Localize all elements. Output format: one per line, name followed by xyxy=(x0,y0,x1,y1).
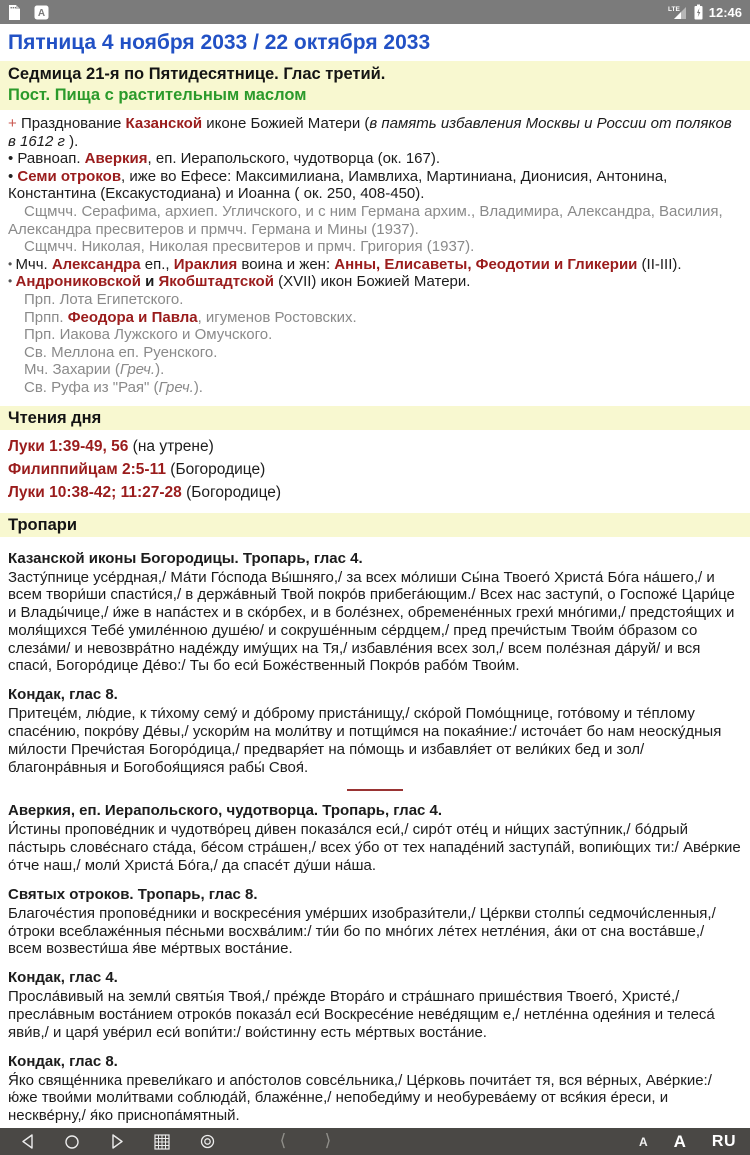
troparion-heading: Аверкия, еп. Иерапольского, чудотворца. Тропарь, глас 4. xyxy=(8,802,443,820)
document-notification-icon xyxy=(8,5,20,20)
commemoration-item: • Андрониковской и Якобштадтской (XVII) икон Божией Матери. xyxy=(8,273,471,291)
calendar-grid-button[interactable] xyxy=(149,1131,175,1153)
commemoration-item: • Равноап. Аверкия, еп. Иерапольского, чудотворца (ок. 167). xyxy=(8,150,441,168)
commemoration-item: Св. Руфа из "Рая" (Греч.). xyxy=(24,378,203,396)
troparion-text: Я́ко свяще́нника превели́каго и апо́столов совсе́льника,/ Це́рковь почита́ет тя, вся ве́рных, Аве́ркие:/ ю́же твои́ми моли́твами соблюда́й, блаже́нне,/ непобеди́му и необурева́ему от вся́кия е́реси, и нескве́рну,/ я́ко приснопа́мятный. xyxy=(8,1071,712,1125)
troparion-text: Просла́вивый на земли́ святы́я Твоя́,/ пре́жде Втора́го и стра́шнаго прише́ствия Твоего́, Христе́,/ пресла́вным воста́нием отроко́в показа́л еси́ Воскресе́ние неве́дящим е,/ нетле́нна одея́ния и телеса́ яви́в,/ и царя́ уве́рил еси́ вопи́ти:/ вои́стинну есть ме́ртвых воста́ние. xyxy=(8,988,715,1041)
commemoration-item: Св. Меллона еп. Руенского. xyxy=(24,343,218,361)
troparia-section-header: Тропари xyxy=(0,513,750,537)
troparion-text: И́стины пропове́дник и чудотво́рец ди́вен показа́лся еси́,/ сиро́т оте́ц и ни́щих засту́пник,/ бо́дрый па́стырь слове́снаго ста́да, бе́сом стра́шен,/ всех у́бо от тех нападе́ний заступа́й, вопию́щих ти:/ Аве́ркие о́тче наш,/ моли́ Христа́ Бо́га,/ да спасе́т ду́ши на́ша. xyxy=(8,821,741,875)
troparion-heading: Святых отроков. Тропарь, глас 8. xyxy=(8,885,258,903)
commemoration-item: • Мчч. Александра еп., Ираклия воина и жен: Анны, Елисаветы, Феодотии и Гликерии (II-III). xyxy=(8,255,682,273)
troparion-text: Притеце́м, лю́дие, к ти́хому сему́ и до́брому приста́нищу,/ ско́рой Помо́щнице, гото́вому и те́плому спасе́нию, покро́ву Де́вы,/ ускори́м на моли́тву и потщи́мся на покая́ние:/ источа́ет бо нам неоску́дныя ми́лости Пречи́стая Богоро́дица,/ предваря́ет на по́мощь и избавля́ет от вели́ких бед и зол/ благонра́вныя и Богобоя́щияся рабы́ Своя́. xyxy=(8,705,722,776)
troparion-heading: Кондак, глас 8. xyxy=(8,686,118,704)
home-button[interactable] xyxy=(59,1131,85,1153)
font-size-decrease-button[interactable]: A xyxy=(638,1134,648,1149)
bullet-marker: • xyxy=(8,167,18,185)
network-type-label: LTE xyxy=(667,6,680,13)
week-info-band xyxy=(0,61,750,110)
troparia-list xyxy=(0,537,750,1126)
bullet-marker: • xyxy=(8,256,16,271)
font-size-increase-button[interactable]: A xyxy=(673,1131,686,1151)
reading-note: (Богородице) xyxy=(165,460,266,478)
bullet-marker: • xyxy=(8,150,18,168)
commemoration-item: Прп. Иакова Лужского и Омучского. xyxy=(24,326,273,344)
troparion-text: Благоче́стия пропове́дники и воскресе́ния уме́рших изобрази́тели,/ Це́ркви столпы́ седмочи́сленныя,/ о́троки всеблаже́нныя пе́сньми восхва́лим:/ ти́и бо по мно́гих ле́тех нетле́ния, а́ки от сна воста́вше,/ всем возвести́ша я́ве ме́ртвых воста́ние. xyxy=(8,904,716,958)
readings-list xyxy=(0,430,750,506)
language-toggle-button[interactable]: RU xyxy=(711,1132,736,1150)
troparion-heading: Кондак, глас 8. xyxy=(8,1052,118,1070)
fast-label: Пост. Пища с растительным маслом xyxy=(8,86,307,104)
troparion-text: Засту́пнице усе́рдная,/ Ма́ти Го́спода Вы́шняго,/ за всех мо́лиши Сы́на Твоего́ Христа́ Бо́га на́шего,/ и всем твори́ши спасти́ся,/ в держа́вный Твой покро́в прибега́ющим./ Всех нас заступи́, о Госпоже́ Цари́це и Влады́чице,/ и́же в напа́стех и в ско́рбех, и в боле́знех, обремене́нных грехи́ мно́гими,/ предстоя́щих и моля́щихся Тебе́ умиле́нною душе́ю/ и сокруше́нным се́рдцем,/ пред пречи́стым Твои́м о́бразом со слеза́ми/ и невозвра́тно наде́жду иму́щих на Тя,/ избавле́ния всех зол,/ всем поле́зная да́руй/ и вся спаси́, Богоро́дице Де́во:/ Ты бо еси́ Боже́ственный Покро́в рабо́м Твои́м. xyxy=(8,568,735,675)
commemoration-item: • Семи отроков, иже во Ефесе: Максимилиана, Иамвлиха, Мартиниана, Дионисия, Антонина, Константина (Ексакустодиана) и Иоанна ( ок. 250, 408-450). xyxy=(8,167,668,203)
status-bar xyxy=(0,0,750,24)
commemoration-item: Сщмчч. Серафима, архиеп. Угличского, и с ним Германа архим., Владимира, Александра, Василия, Александра пресвитеров и прмчч. Германа и Мины (1937). xyxy=(8,202,723,238)
readings-section-header: Чтения дня xyxy=(0,406,750,430)
reading-reference: Филиппийцам 2:5-11 xyxy=(8,460,166,478)
next-day-button[interactable]: ⟩ xyxy=(324,1131,332,1151)
commemorations-list xyxy=(0,110,750,399)
reading-note: (на утрене) xyxy=(128,437,214,455)
bottom-toolbar xyxy=(0,1128,750,1155)
week-label: Седмица 21-я по Пятидесятнице. Глас третий. xyxy=(8,65,386,83)
bullet-marker: + xyxy=(8,115,21,132)
commemoration-item: + Празднование Казанской иконе Божией Матери (в память избавления Москвы и России от поляков в 1612 г ). xyxy=(8,115,732,150)
app-a-notification-icon xyxy=(34,5,49,20)
today-target-button[interactable] xyxy=(194,1131,220,1153)
section-divider xyxy=(347,789,403,791)
bullet-marker: • xyxy=(8,274,16,289)
reading-reference: Луки 10:38-42; 11:27-28 xyxy=(8,483,182,501)
troparion-heading: Казанской иконы Богородицы. Тропарь, глас 4. xyxy=(8,549,363,567)
back-button[interactable] xyxy=(14,1131,40,1153)
commemoration-item: Сщмчч. Николая, Николая пресвитеров и прмч. Григория (1937). xyxy=(24,238,475,256)
troparion-heading: Кондак, глас 4. xyxy=(8,969,118,987)
commemoration-item: Мч. Захарии (Греч.). xyxy=(24,361,165,379)
page-title-date[interactable]: Пятница 4 ноября 2033 / 22 октября 2033 xyxy=(8,31,431,54)
reading-reference: Луки 1:39-49, 56 xyxy=(8,437,129,455)
reading-item[interactable] xyxy=(8,458,742,481)
commemoration-item: Прп. Лота Египетского. xyxy=(24,290,184,308)
clock: 12:46 xyxy=(708,4,742,20)
forward-button[interactable] xyxy=(104,1131,130,1153)
battery-charging-icon xyxy=(694,4,703,20)
lte-signal-icon xyxy=(668,4,688,20)
reading-note: (Богородице) xyxy=(181,483,282,501)
svg-text:A: A xyxy=(37,7,46,19)
reading-item[interactable] xyxy=(8,435,742,458)
commemoration-item: Прпп. Феодора и Павла, игуменов Ростовских. xyxy=(24,308,357,326)
reading-item[interactable] xyxy=(8,481,742,504)
previous-day-button[interactable]: ⟨ xyxy=(279,1131,287,1151)
